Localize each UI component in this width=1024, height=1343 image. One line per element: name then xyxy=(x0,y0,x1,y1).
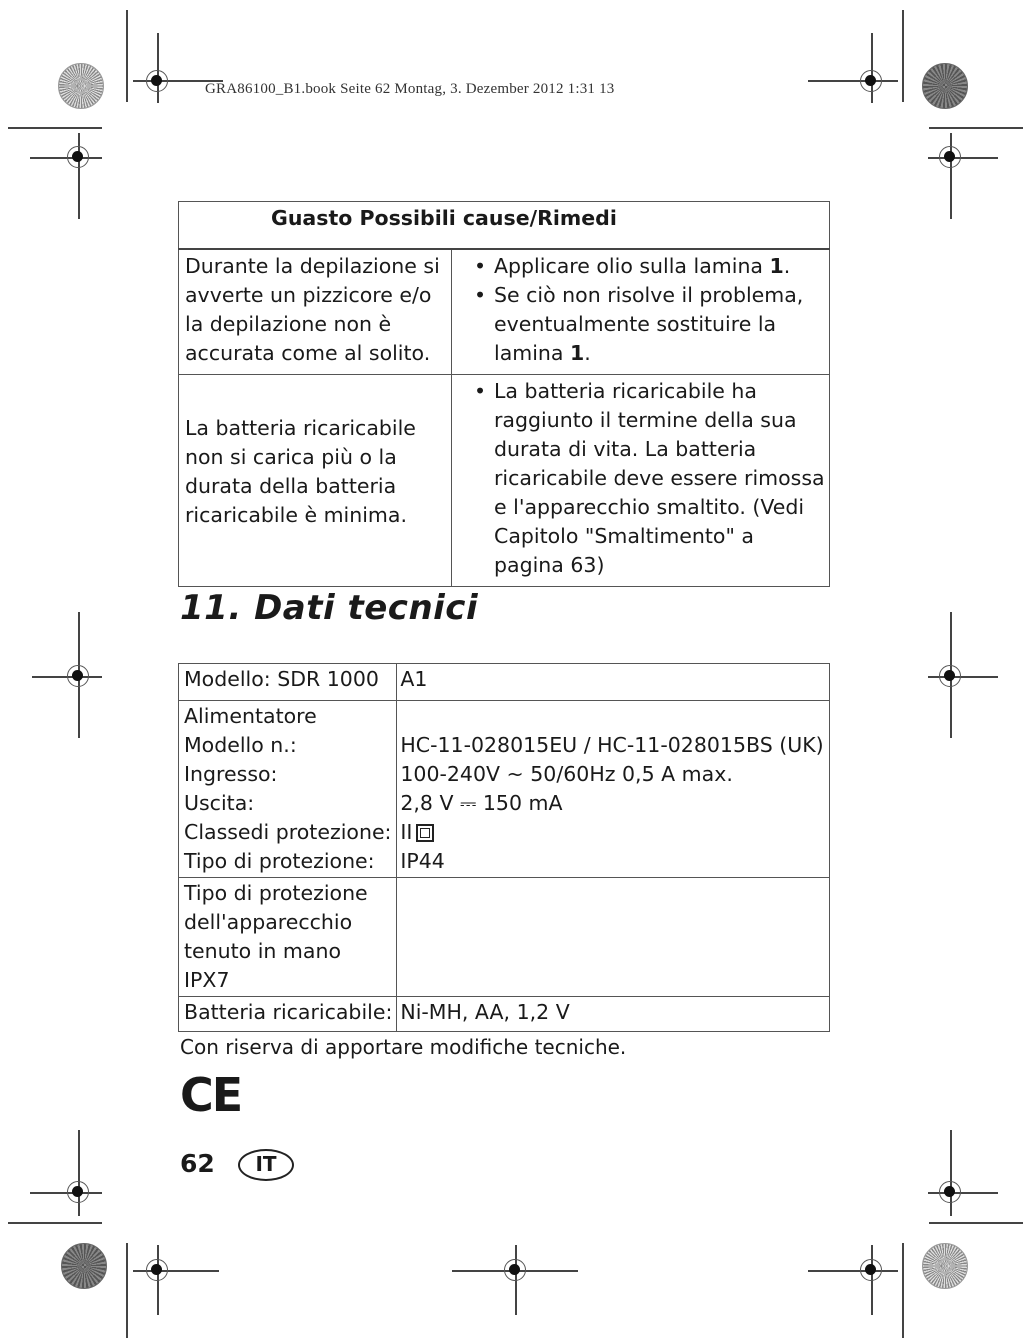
registration-disc-icon xyxy=(922,63,968,109)
table-row xyxy=(179,664,830,701)
troubleshooting-table xyxy=(178,201,830,587)
remedy-item: • Applicare olio sulla lamina 1. xyxy=(458,252,825,281)
spec-table xyxy=(178,663,830,1032)
section-title: 11. Dati tecnici xyxy=(180,588,479,628)
remedy-cell xyxy=(452,249,830,375)
spec-value xyxy=(397,878,830,997)
trim-line xyxy=(126,10,128,102)
disclaimer-note: Con riserva di apportare modifiche tecniche. xyxy=(180,1035,627,1059)
table-row xyxy=(179,375,830,587)
registration-target-icon xyxy=(504,1259,526,1281)
trim-line xyxy=(78,1130,80,1216)
table-row xyxy=(179,997,830,1032)
protection-class-ii-icon xyxy=(416,824,434,842)
registration-target-icon xyxy=(146,1259,168,1281)
spec-value: Ni-MH, AA, 1,2 V xyxy=(397,997,830,1032)
registration-target-icon xyxy=(860,70,882,92)
registration-target-icon xyxy=(67,146,89,168)
ce-mark-icon: CE xyxy=(180,1068,242,1122)
trim-line xyxy=(808,80,898,82)
print-slug: GRA86100_B1.book Seite 62 Montag, 3. Dezember 2012 1:31 13 xyxy=(205,81,615,97)
trim-line xyxy=(929,1222,1023,1224)
registration-target-icon xyxy=(67,665,89,687)
registration-disc-icon xyxy=(58,63,104,109)
remedy-cell xyxy=(452,375,830,587)
bullet-icon: • xyxy=(474,283,487,307)
trim-line xyxy=(902,1243,904,1338)
spec-label: Modello: SDR 1000 xyxy=(179,664,397,701)
table-header: Guasto Possibili cause/Rimedi xyxy=(179,202,830,250)
trim-line xyxy=(30,157,102,159)
trim-line xyxy=(929,127,1023,129)
registration-target-icon xyxy=(939,665,961,687)
trim-line xyxy=(157,33,159,103)
fault-cell: Durante la depilazione si avverte un pizzicore e/o la depilazione non è accurata come al solito. xyxy=(179,249,452,375)
registration-target-icon xyxy=(67,1181,89,1203)
spec-value: A1 xyxy=(397,664,830,701)
registration-disc-icon xyxy=(61,1243,107,1289)
registration-target-icon xyxy=(939,146,961,168)
spec-label: Batteria ricaricabile: xyxy=(179,997,397,1032)
registration-target-icon xyxy=(860,1259,882,1281)
trim-line xyxy=(950,1130,952,1216)
remedy-item: • Se ciò non risolve il problema, eventualmente sostituire la lamina 1. xyxy=(474,283,804,365)
page-number: 62 xyxy=(180,1149,215,1178)
fault-cell: La batteria ricaricabile non si carica più o la durata della batteria ricaricabile è minima. xyxy=(179,375,452,587)
registration-target-icon xyxy=(146,70,168,92)
registration-disc-icon xyxy=(922,1243,968,1289)
trim-line xyxy=(871,33,873,103)
trim-line xyxy=(808,1270,898,1272)
spec-label-group: Alimentatore Modello n.: Ingresso: Uscita: Classedi protezione: Tipo di protezione: xyxy=(179,701,397,878)
spec-label: Tipo di protezione dell'apparecchio tenuto in mano IPX7 xyxy=(179,878,397,997)
trim-line xyxy=(126,1243,128,1338)
bullet-icon: • xyxy=(474,379,487,403)
registration-target-icon xyxy=(939,1181,961,1203)
trim-line xyxy=(902,10,904,102)
remedy-item: • La batteria ricaricabile ha raggiunto il termine della sua durata di vita. La batteria ricaricabile deve essere rimossa e l'apparecchio smaltito. (Vedi Capitolo "Smaltimento" a pagina 63) xyxy=(474,379,825,577)
trim-line xyxy=(8,127,102,129)
bullet-icon: • xyxy=(474,254,487,278)
spec-value-group: HC-11-028015EU / HC-11-028015BS (UK) 100-240V ~ 50/60Hz 0,5 A max. 2,8 V ⎓ 150 mA II IP44 xyxy=(397,701,830,878)
trim-line xyxy=(30,1192,102,1194)
language-badge: IT xyxy=(238,1149,294,1181)
table-row xyxy=(179,249,830,375)
table-row xyxy=(179,701,830,878)
trim-line xyxy=(8,1222,102,1224)
table-row xyxy=(179,878,830,997)
